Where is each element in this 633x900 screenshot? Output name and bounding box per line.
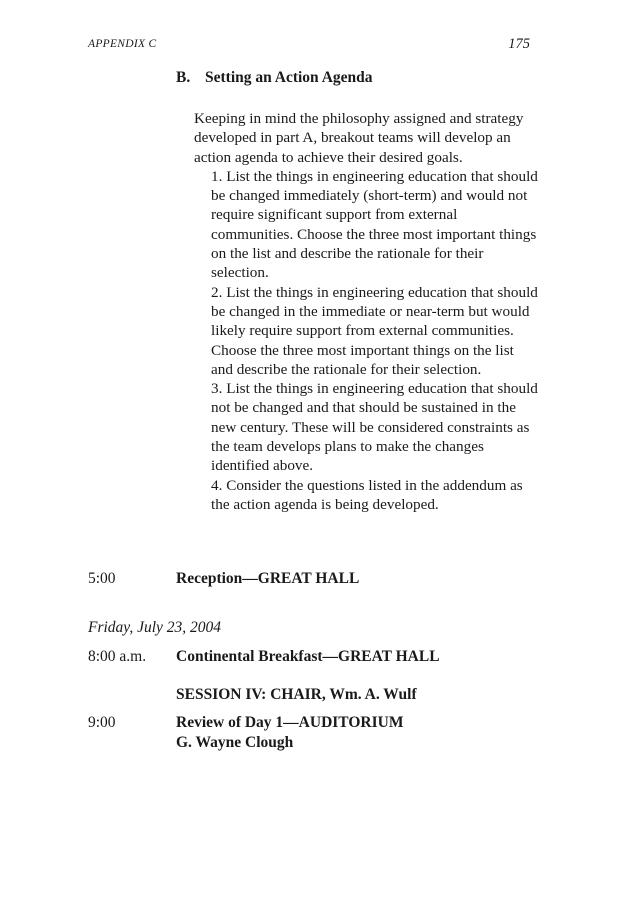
- section-intro: Keeping in mind the philosophy assigned and strategy developed in part A, breakout teams will develop an action agenda to achieve their desired goals.: [194, 110, 524, 166]
- day-heading: Friday, July 23, 2004: [88, 619, 222, 636]
- action-list: [194, 167, 539, 514]
- session-heading: SESSION IV: CHAIR, Wm. A. Wulf: [176, 686, 417, 703]
- schedule-event: Review of Day 1—AUDITORIUM: [176, 714, 404, 731]
- schedule-event: Reception—GREAT HALL: [176, 570, 360, 587]
- schedule-time: 5:00: [88, 570, 116, 587]
- page-number: 175: [508, 36, 530, 52]
- section-letter: B.: [176, 69, 191, 86]
- section-body: [194, 109, 539, 514]
- list-item: 2. List the things in engineering education that should be changed in the immediate or near-term but would likely require support from external communities. Choose the three most important things on the list and describe the rationale for their selection.: [211, 283, 538, 378]
- list-item: 1. List the things in engineering education that should be changed immediately (short-term) and would not require significant support from external communities. Choose the three most important things on the list and describe the rationale for their selection.: [211, 167, 538, 282]
- list-item: 3. List the things in engineering education that should not be changed and that should be sustained in the new century. These will be considered constraints as the team develops plans to make the changes identified above.: [211, 380, 538, 475]
- schedule-time: 9:00: [88, 714, 116, 731]
- running-head: [88, 38, 530, 56]
- schedule-event: Continental Breakfast—GREAT HALL: [176, 648, 440, 665]
- schedule-time: 8:00 a.m.: [88, 648, 147, 665]
- running-head-label: APPENDIX C: [88, 38, 157, 50]
- section-title: Setting an Action Agenda: [205, 69, 373, 86]
- section-heading: [176, 69, 373, 87]
- presenter-name: G. Wayne Clough: [176, 734, 294, 751]
- list-item: 4. Consider the questions listed in the addendum as the action agenda is being developed.: [211, 476, 523, 513]
